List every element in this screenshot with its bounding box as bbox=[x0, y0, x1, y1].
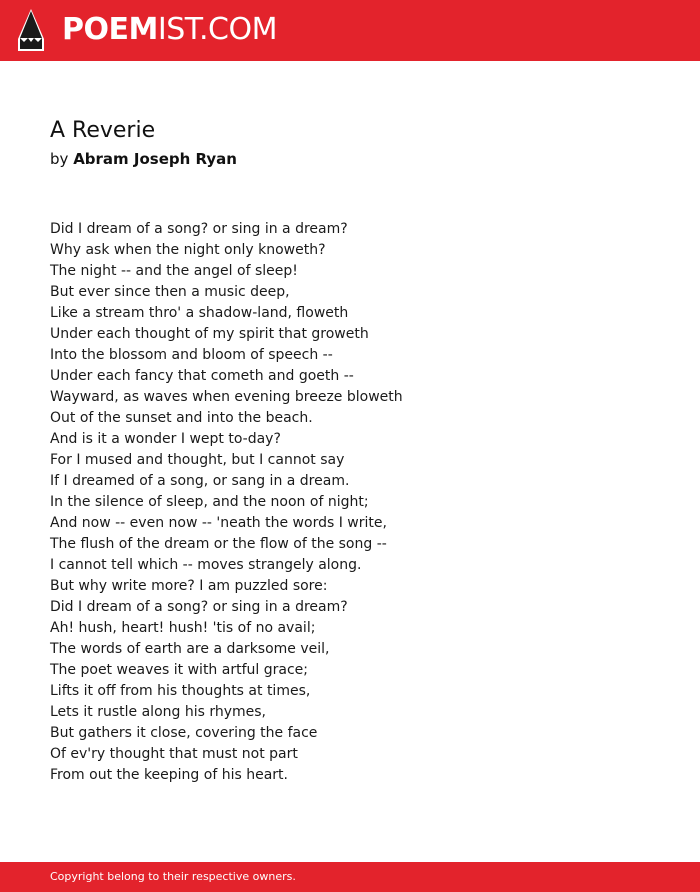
poem-line: Like a stream thro' a shadow-land, floweth bbox=[50, 305, 349, 321]
by-label: by bbox=[50, 150, 69, 168]
poem-line: But ever since then a music deep, bbox=[50, 284, 290, 300]
site-header bbox=[0, 0, 700, 61]
author-name: Abram Joseph Ryan bbox=[73, 150, 237, 168]
poem-line: Ah! hush, heart! hush! 'tis of no avail; bbox=[50, 620, 316, 636]
poem-line: For I mused and thought, but I cannot say bbox=[50, 452, 345, 468]
brand-bold: POEM bbox=[62, 12, 158, 47]
brand-light: IST.COM bbox=[157, 12, 277, 47]
poem-line: And now -- even now -- 'neath the words I write, bbox=[50, 515, 387, 531]
poem-line: Under each thought of my spirit that groweth bbox=[50, 326, 369, 342]
poem-line: Did I dream of a song? or sing in a dream? bbox=[50, 221, 348, 237]
poem-line: Into the blossom and bloom of speech -- bbox=[50, 347, 333, 363]
poem-line: Under each fancy that cometh and goeth -- bbox=[50, 368, 354, 384]
poem-line: Of ev'ry thought that must not part bbox=[50, 746, 298, 762]
poem-line: The poet weaves it with artful grace; bbox=[50, 662, 308, 678]
poem-line: Lets it rustle along his rhymes, bbox=[50, 704, 267, 720]
poem-line: I cannot tell which -- moves strangely along. bbox=[50, 557, 362, 573]
byline bbox=[50, 148, 237, 170]
poem-line: Out of the sunset and into the beach. bbox=[50, 410, 313, 426]
site-logo-text[interactable] bbox=[62, 11, 277, 49]
poem-title: A Reverie bbox=[50, 118, 156, 143]
poem-line: If I dreamed of a song, or sang in a dream. bbox=[50, 473, 350, 489]
site-footer bbox=[0, 862, 700, 892]
poem-line: From out the keeping of his heart. bbox=[50, 767, 288, 783]
copyright-text: Copyright belong to their respective owners. bbox=[50, 870, 296, 883]
poem-line: Wayward, as waves when evening breeze bloweth bbox=[50, 389, 403, 405]
poem-line: The night -- and the angel of sleep! bbox=[50, 263, 298, 279]
poem-line: Lifts it off from his thoughts at times, bbox=[50, 683, 311, 699]
poem-line: The words of earth are a darksome veil, bbox=[50, 641, 330, 657]
pencil-tip-icon[interactable] bbox=[18, 9, 44, 51]
poem-line: Did I dream of a song? or sing in a dream? bbox=[50, 599, 348, 615]
poem-line: Why ask when the night only knoweth? bbox=[50, 242, 326, 258]
poem-line: And is it a wonder I wept to-day? bbox=[50, 431, 281, 447]
poem-line: But why write more? I am puzzled sore: bbox=[50, 578, 328, 594]
poem-line: In the silence of sleep, and the noon of night; bbox=[50, 494, 369, 510]
poem-line: The flush of the dream or the flow of the song -- bbox=[50, 536, 387, 552]
poem-body bbox=[50, 219, 650, 786]
poem-line: But gathers it close, covering the face bbox=[50, 725, 318, 741]
